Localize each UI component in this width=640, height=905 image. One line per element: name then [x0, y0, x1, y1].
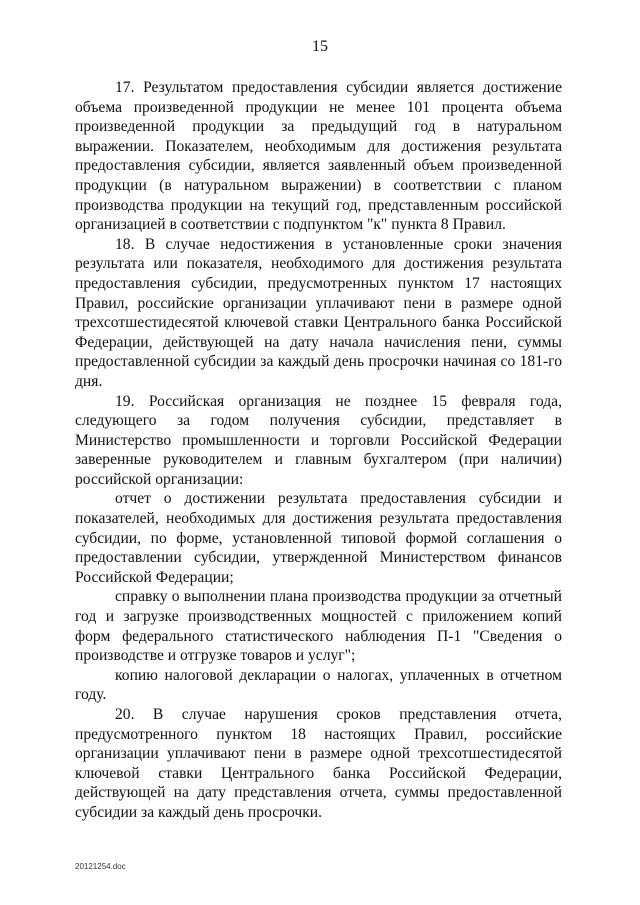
- page-number: 15: [312, 38, 328, 55]
- paragraph-17: 17. Результатом предоставления субсидии является достижение объема произведенной продукции не менее 101 процента объема произведенной продукции за предыдущий год в натуральном выражении. Показателем, необходимым для достижения результата предоставления субсидии, является заявленный объем произведенной продукции (в натуральном выражении) в соответствии с планом производства продукции на текущий год, представленным российской организацией в соответствии с подпунктом "к" пункта 8 Правил.: [75, 79, 562, 234]
- document-filename: 20121254.doc: [75, 862, 126, 871]
- paragraph-19-tax-declaration-item: копию налоговой декларации о налогах, уплаченных в отчетном году.: [75, 666, 562, 704]
- document-body: [75, 78, 562, 823]
- paragraph-19-certificate-item: справку о выполнении плана производства продукции за отчетный год и загрузке производственных мощностей с приложением копий форм федерального статистического наблюдения П-1 "Сведения о производстве и отгрузке товаров и услуг";: [75, 588, 562, 665]
- paragraph-20: 20. В случае нарушения сроков представления отчета, предусмотренного пунктом 18 настоящих Правил, российские организации уплачивают пени в размере одной трехсотшестидесятой ключевой ставки Центрального банка Российской Федерации, действующей на дату представления отчета, суммы предоставленной субсидии за каждый день просрочки.: [75, 706, 562, 821]
- paragraph-18: 18. В случае недостижения в установленные сроки значения результата или показателя, необходимого для достижения результата предоставления субсидии, предусмотренных пунктом 17 настоящих Правил, российские организации уплачивают пени в размере одной трехсотшестидесятой ключевой ставки Центрального банка Российской Федерации, действующей на дату начала начисления пени, суммы предоставленной субсидии за каждый день просрочки начиная со 181-го дня.: [75, 235, 562, 390]
- paragraph-19: 19. Российская организация не позднее 15 февраля года, следующего за годом получения субсидии, представляет в Министерство промышленности и торговли Российской Федерации заверенные руководителем и главным бухгалтером (при наличии) российской организации:: [75, 392, 562, 488]
- paragraph-19-report-item: отчет о достижении результата предоставления субсидии и показателей, необходимых для достижения результата предоставления субсидии, по форме, установленной типовой формой соглашения о предоставлении субсидии, утвержденной Министерством финансов Российской Федерации;: [75, 490, 562, 586]
